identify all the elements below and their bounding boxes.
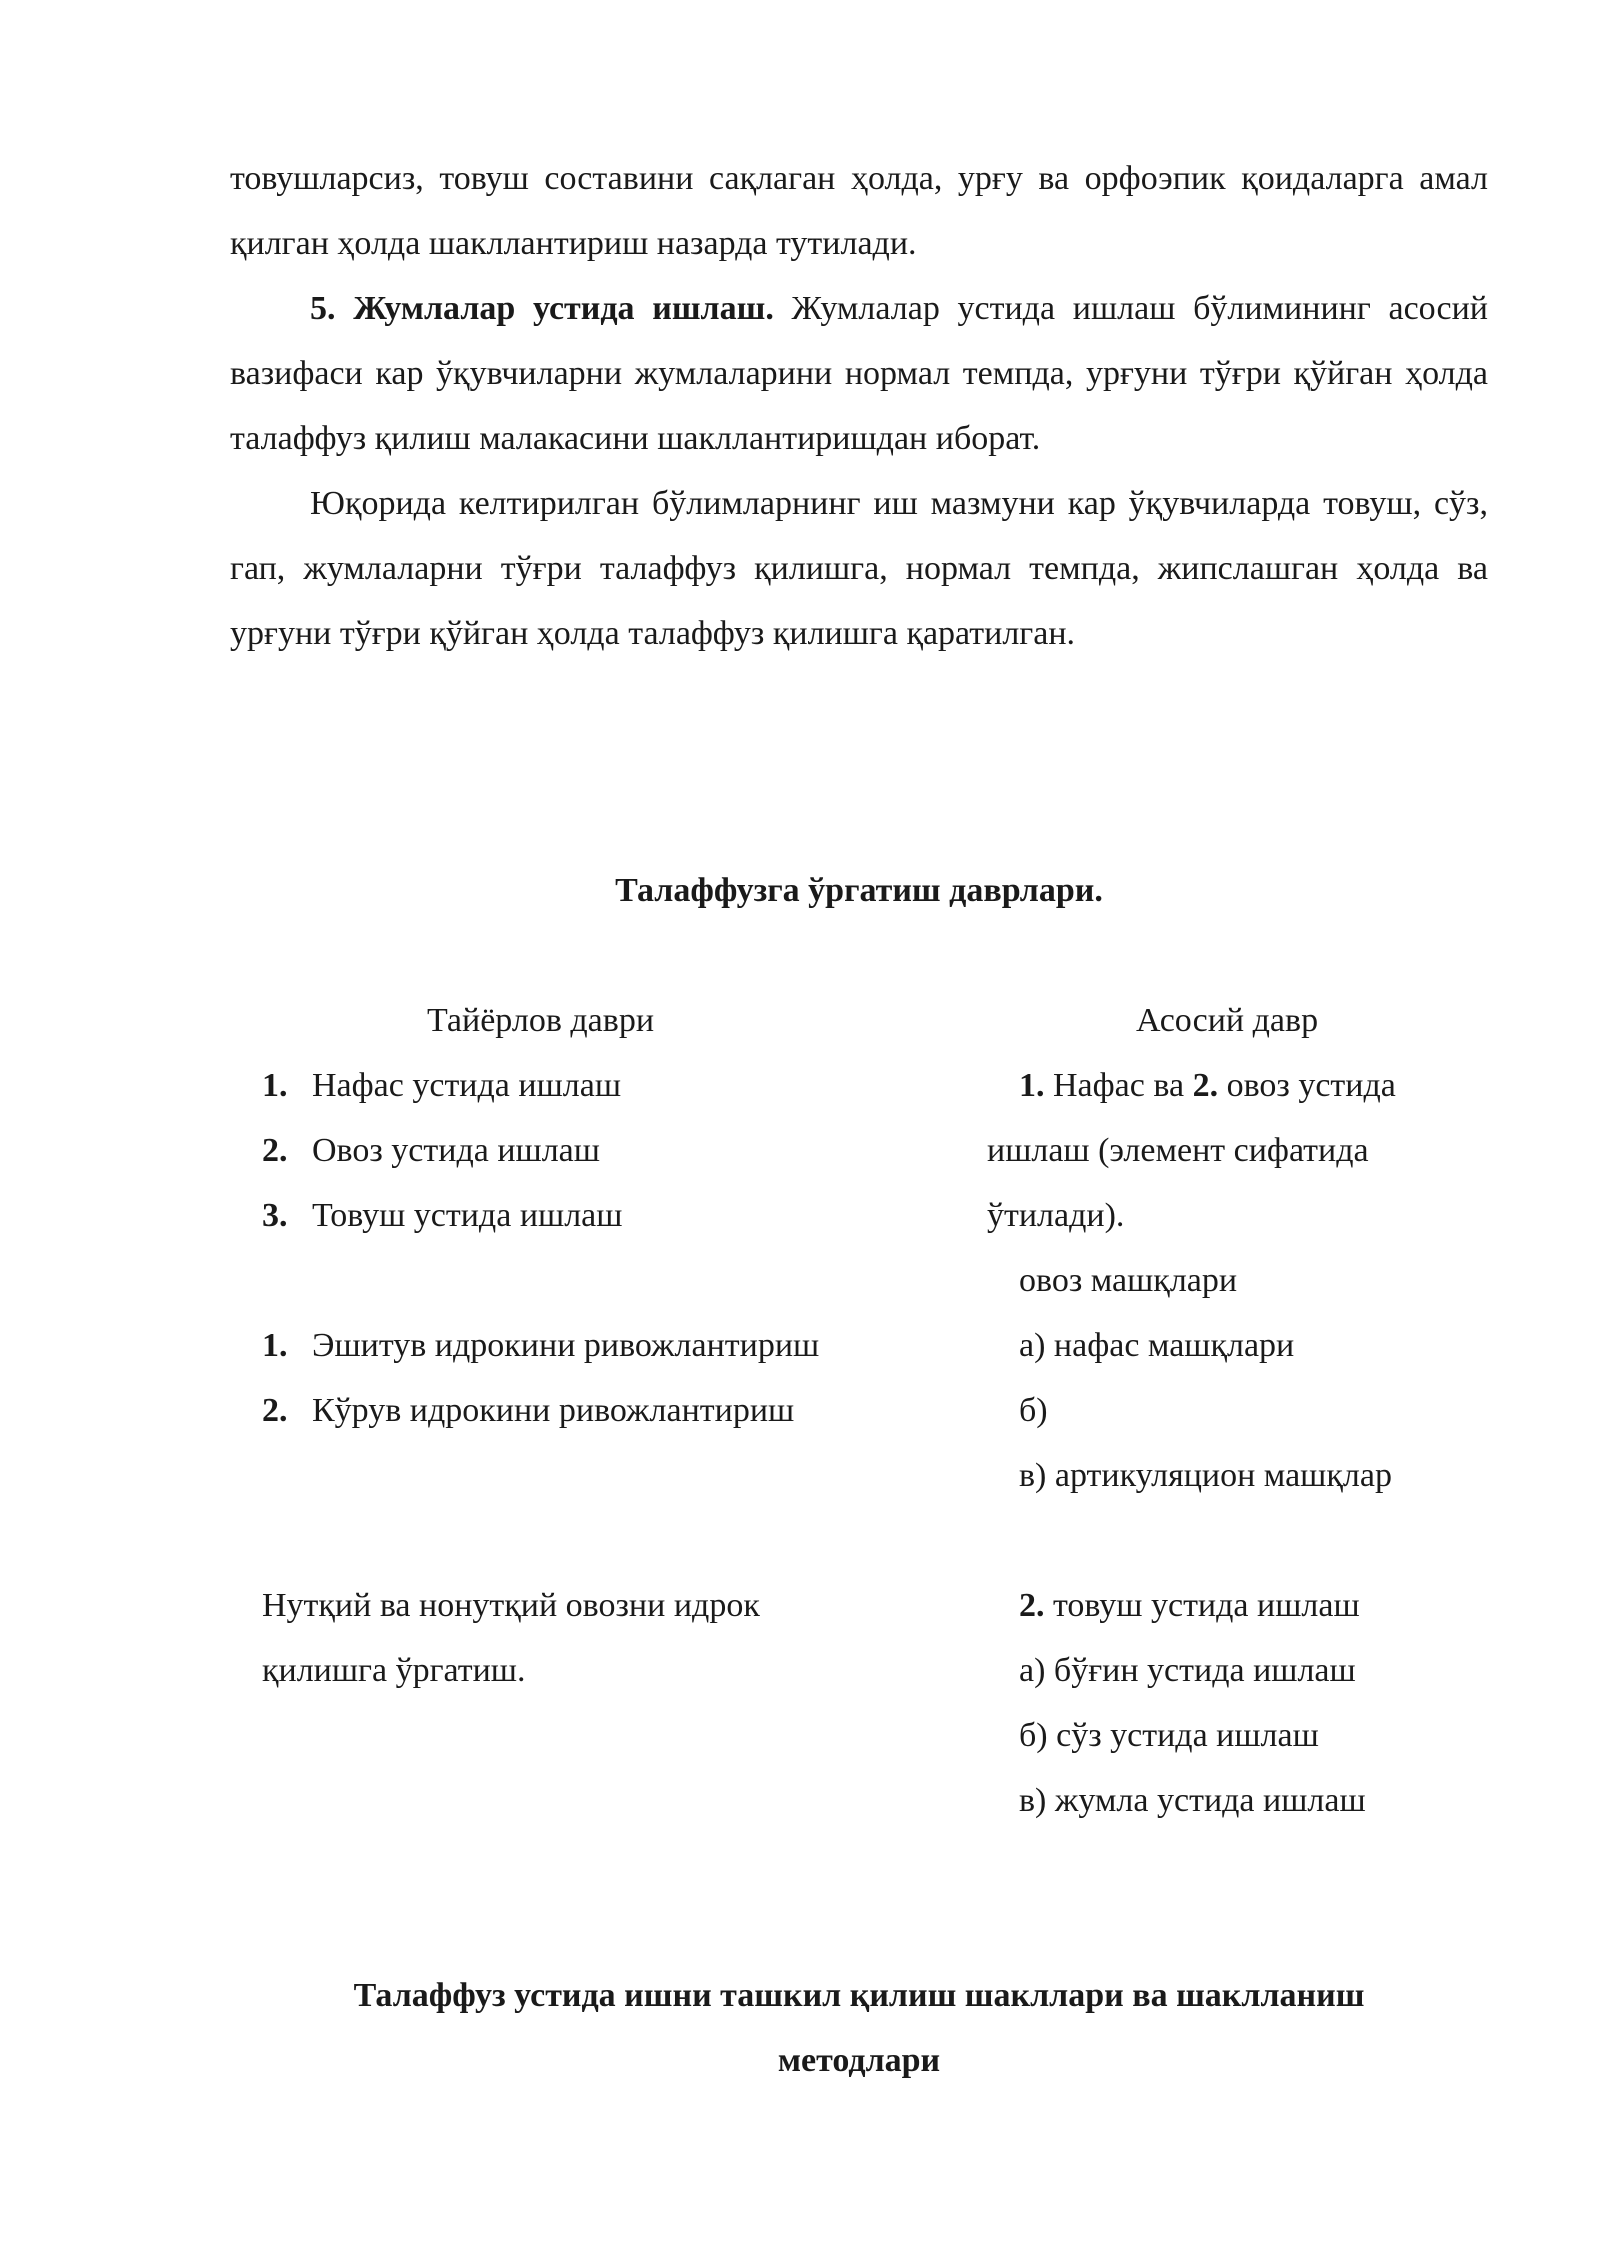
paragraph-3: [230, 471, 1488, 666]
list-item: 1. Эшитув идрокини ривожлантириш: [262, 1327, 820, 1364]
paragraph-2-lead: 5. Жумлалар устида ишлаш.: [310, 290, 774, 327]
right-item-1-line-1: 1. Нафас ва 2. овоз устида: [1019, 1067, 1396, 1104]
paragraph-1: [230, 146, 1488, 276]
left-note-line-1: Нутқий ва нонутқий овозни идрок: [262, 1587, 760, 1624]
list-item: 1. Нафас устида ишлаш: [262, 1067, 622, 1104]
right-item-2: 2. товуш устида ишлаш: [1019, 1587, 1360, 1624]
list-item: 3. Товуш устида ишлаш: [262, 1197, 623, 1234]
right-item-2-sub-3: в) жумла устида ишлаш: [1019, 1782, 1366, 1819]
right-column-header: Асосий давр: [1136, 1002, 1319, 1039]
right-sub-2: а) нафас машқлари: [1019, 1327, 1295, 1364]
left-list-2: [262, 1313, 819, 1443]
right-sub-3: б): [1019, 1392, 1048, 1429]
section-heading-periods: Талаффузга ўргатиш даврлари.: [615, 872, 1103, 909]
section-heading-methods-line-2: методлари: [777, 2042, 941, 2079]
paragraph-1-text: товушларсиз, товуш составини сақлаган ҳолда, урғу ва орфоэпик қоидаларга амал қилган ҳолда шакллантириш назарда тутилади.: [230, 160, 1488, 262]
right-sub-1: овоз машқлари: [1019, 1262, 1238, 1299]
list-item: 2. Кўрув идрокини ривожлантириш: [262, 1392, 795, 1429]
right-item-2-sub-2: б) сўз устида ишлаш: [1019, 1717, 1319, 1754]
section-heading-methods-line-1: Талаффуз устида ишни ташкил қилиш шакллари ва шаклланиш: [353, 1977, 1365, 2014]
left-note-line-2: қилишга ўргатиш.: [262, 1652, 526, 1689]
paragraph-3-text: Юқорида келтирилган бўлимларнинг иш мазмуни кар ўқувчиларда товуш, сўз, гап, жумлаларни тўғри талаффуз қилишга, нормал темпда, жипслашган ҳолда ва урғуни тўғри қўйган ҳолда талаффуз қилишга қаратилган.: [230, 485, 1488, 652]
list-item: 2. Овоз устида ишлаш: [262, 1132, 600, 1169]
paragraph-2: [230, 276, 1488, 471]
paragraph-2-text: Жумлалар устида ишлаш бўлимининг асосий вазифаси кар ўқувчиларни жумлаларини нормал темпда, урғуни тўғри қўйган ҳолда талаффуз қилиш малакасини шакллантиришдан иборат.: [230, 290, 1488, 457]
right-item-1-line-2: ишлаш (элемент сифатида: [987, 1132, 1369, 1169]
right-item-1-line-3: ўтилади).: [987, 1197, 1125, 1234]
right-item-2-sub-1: а) бўғин устида ишлаш: [1019, 1652, 1356, 1689]
right-sub-4: в) артикуляцион машқлар: [1019, 1457, 1392, 1494]
left-list-1: [262, 1053, 622, 1248]
left-column-header: Тайёрлов даври: [427, 1002, 655, 1039]
